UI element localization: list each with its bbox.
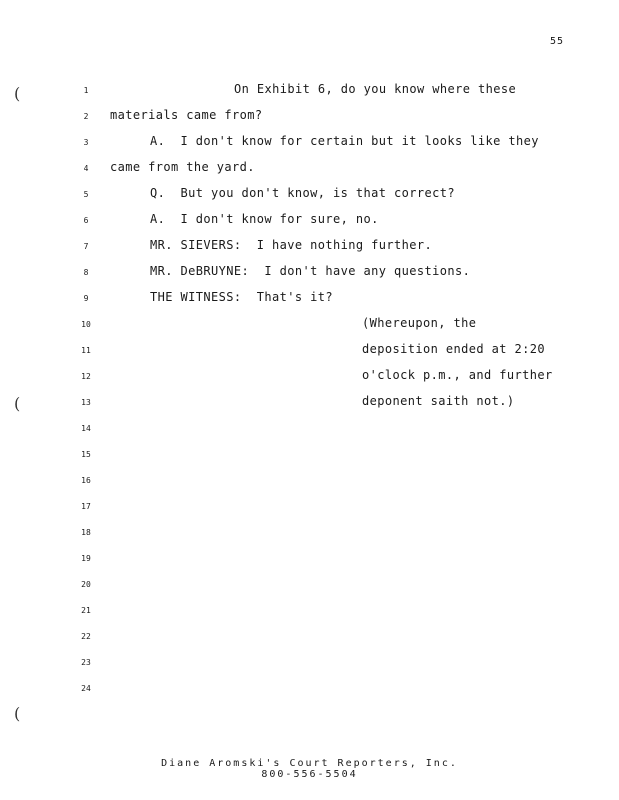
line-number: 23 xyxy=(81,658,91,667)
transcript-line: (Whereupon, the xyxy=(362,316,477,330)
punch-hole-mark: ( xyxy=(14,84,21,103)
line-number: 14 xyxy=(81,424,91,433)
footer-phone: 800-556-5504 xyxy=(261,769,358,780)
line-number: 1 xyxy=(83,86,89,95)
line-number: 19 xyxy=(81,554,91,563)
line-number: 11 xyxy=(81,346,91,355)
line-number: 17 xyxy=(81,502,91,511)
line-number: 2 xyxy=(83,112,89,121)
transcript-line: deponent saith not.) xyxy=(362,394,515,408)
line-number: 6 xyxy=(83,216,89,225)
line-number: 9 xyxy=(83,294,89,303)
line-number: 13 xyxy=(81,398,91,407)
page-number: 55 xyxy=(550,36,565,47)
line-number: 24 xyxy=(81,684,91,693)
line-number: 20 xyxy=(81,580,91,589)
line-number: 18 xyxy=(81,528,91,537)
line-number: 15 xyxy=(81,450,91,459)
transcript-line: THE WITNESS: That's it? xyxy=(150,290,333,304)
footer-company: Diane Aromski's Court Reporters, Inc. xyxy=(161,758,458,769)
punch-hole-mark: ( xyxy=(14,704,21,723)
line-number: 7 xyxy=(83,242,89,251)
transcript-line: came from the yard. xyxy=(110,160,255,174)
line-number: 10 xyxy=(81,320,91,329)
line-number: 3 xyxy=(83,138,89,147)
punch-hole-mark: ( xyxy=(14,394,21,413)
transcript-line: A. I don't know for certain but it looks like they xyxy=(150,134,539,148)
line-number: 21 xyxy=(81,606,91,615)
transcript-line: deposition ended at 2:20 xyxy=(362,342,545,356)
line-number: 4 xyxy=(83,164,89,173)
line-number: 22 xyxy=(81,632,91,641)
line-number: 8 xyxy=(83,268,89,277)
line-number: 16 xyxy=(81,476,91,485)
transcript-line: MR. SIEVERS: I have nothing further. xyxy=(150,238,433,252)
line-number: 5 xyxy=(83,190,89,199)
transcript-line: A. I don't know for sure, no. xyxy=(150,212,379,226)
transcript-line: Q. But you don't know, is that correct? xyxy=(150,186,455,200)
transcript-line: On Exhibit 6, do you know where these xyxy=(234,82,517,96)
transcript-line: MR. DeBRUYNE: I don't have any questions. xyxy=(150,264,471,278)
transcript-line: o'clock p.m., and further xyxy=(362,368,553,382)
line-number: 12 xyxy=(81,372,91,381)
transcript-line: materials came from? xyxy=(110,108,263,122)
